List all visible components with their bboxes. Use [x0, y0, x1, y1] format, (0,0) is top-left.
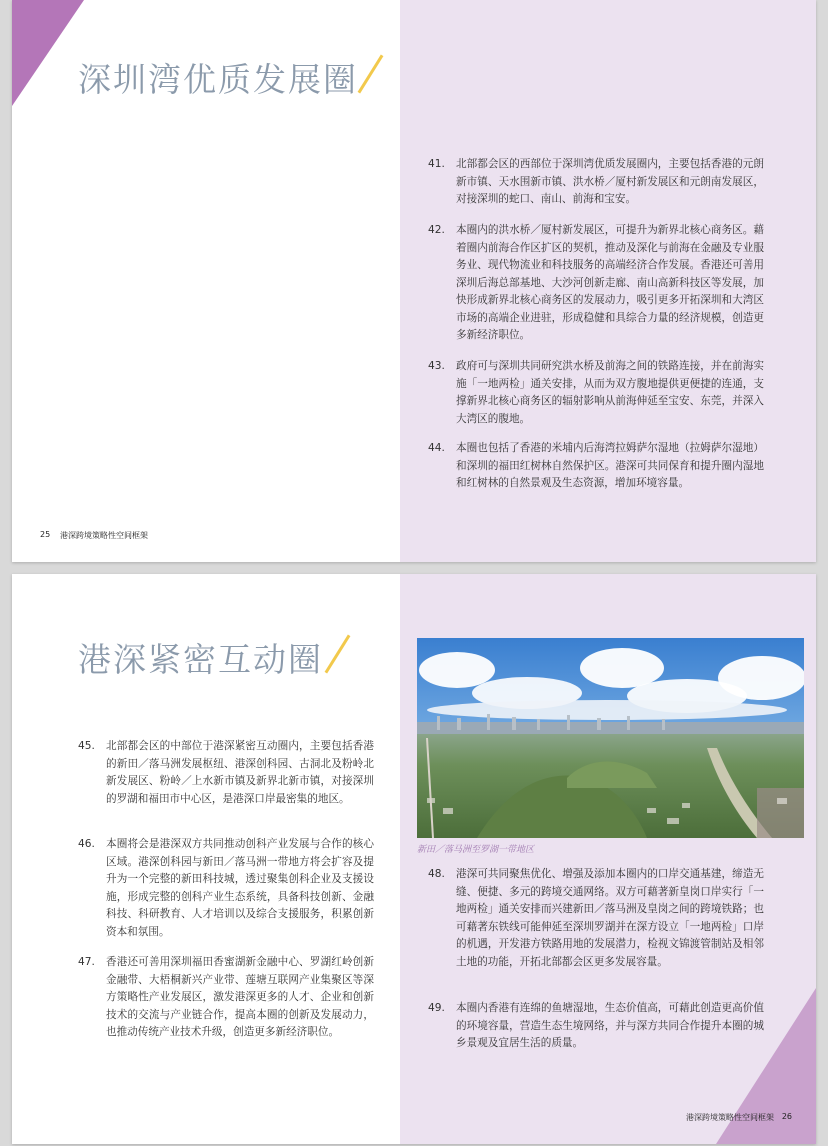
aerial-landscape-image [417, 638, 804, 838]
paragraph-number: 49. [428, 1002, 445, 1014]
spread-pages-bottom [12, 574, 816, 1144]
paragraph-number: 44. [428, 442, 445, 454]
paragraph-41 [428, 156, 764, 210]
section-title: 深圳湾优质发展圈 [78, 60, 358, 99]
paragraph-46 [78, 836, 374, 942]
page-26-right [400, 574, 816, 1144]
paragraph-number: 42. [428, 224, 445, 236]
paragraph-text: 港深可共同聚焦优化、增强及添加本圈内的口岸交通基建，缔造无缝、便捷、多元的跨境交通网络。双方可藉著新皇岗口岸实行「一地两检」通关安排而兴建新田／落马洲及皇岗之间的跨境铁路；也可藉著东铁线可能伸延至深圳罗湖并在深方设立「一地两检」口岸的机遇，开发港方铁路用地的发展潜力，检视文锦渡管制站及相邻土地的功能，开拓北部都会区更多发展容量。 [456, 868, 764, 968]
page-25-left [12, 0, 400, 562]
paragraph-number: 46. [78, 838, 95, 850]
paragraph-number: 47. [78, 956, 95, 968]
paragraph-text: 本圈内香港有连绵的鱼塘湿地，生态价值高，可藉此创造更高价值的环境容量，营造生态生境网络，并与深方共同合作提升本圈的城乡景观及宜居生活的质量。 [456, 1002, 764, 1049]
paragraph-44 [428, 440, 764, 512]
paragraph-text: 北部都会区的西部位于深圳湾优质发展圈内，主要包括香港的元朗新市镇、天水围新市镇、洪水桥／厦村新发展区和元朗南发展区，对接深圳的蛇口、南山、前海和宝安。 [456, 158, 764, 205]
paragraph-number: 45. [78, 740, 95, 752]
paragraph-text: 本圈也包括了香港的米埔内后海湾拉姆萨尔湿地（拉姆萨尔湿地）和深圳的福田红树林自然保护区。港深可共同保育和提升圈内湿地和红树林的自然景观及生态资源，增加环境容量。 [456, 442, 764, 489]
paragraph-number: 48. [428, 868, 445, 880]
paragraph-text: 本圈内的洪水桥／厦村新发展区，可提升为新界北核心商务区。藉着圈内前海合作区扩区的契机，推动及深化与前海在金融及专业服务业、现代物流业和科技服务的高端经济合作发展。香港还可善用深圳后海总部基地、大沙河创新走廊、南山高新科技区等发展，加快形成新界北核心商务区的发展动力，吸引更多开拓深圳和大湾区市场的高端企业进驻，形成稳健和具综合力量的经济规模，创造更多新经济职位。 [456, 224, 764, 341]
paragraph-48 [428, 866, 764, 990]
corner-triangle-decoration [12, 0, 84, 106]
footer-publication-title: 港深跨境策略性空间框架 [60, 531, 148, 540]
section-title: 港深紧密互动圈 [78, 640, 323, 679]
paragraph-text: 政府可与深圳共同研究洪水桥及前海之间的铁路连接，并在前海实施「一地两检」通关安排，从而为双方腹地提供更便捷的连通，支撑新界北核心商务区的辐射影响从前海伸延至宝安、东莞，并深入大湾区的腹地。 [456, 360, 764, 425]
footer-publication-title: 港深跨境策略性空间框架 [686, 1113, 774, 1122]
paragraph-49 [428, 1000, 764, 1054]
spread-pages-25-26-top [12, 0, 816, 562]
paragraph-number: 43. [428, 360, 445, 372]
paragraph-42 [428, 222, 764, 346]
paragraph-text: 香港还可善用深圳福田香蜜湖新金融中心、罗湖红岭创新金融带、大梧桐新兴产业带、莲塘互联网产业集聚区等深方策略性产业发展区，激发港深更多的人才、企业和创新技术的交流与产业链合作，提高本圈的创新及发展动力，也推动传统产业技术升级，创造更多新经济职位。 [106, 956, 374, 1038]
paragraph-text: 北部都会区的中部位于港深紧密互动圈内，主要包括香港的新田／落马洲发展枢纽、港深创科园、古洞北及粉岭北新发展区、粉岭／上水新市镇及新界北新市镇，对接深圳的罗湖和福田市中心区，是港深口岸最密集的地区。 [106, 740, 374, 805]
paragraph-number: 41. [428, 158, 445, 170]
photo-caption: 新田／落马洲至罗湖一带地区 [417, 845, 535, 855]
page-number: 25 [40, 530, 51, 539]
page-number: 26 [781, 1112, 792, 1121]
paragraph-47 [78, 954, 374, 1060]
paragraph-43 [428, 358, 764, 430]
title-slash-decoration [325, 635, 351, 674]
paragraph-text: 本圈将会是港深双方共同推动创科产业发展与合作的核心区域。港深创科园与新田／落马洲一带地方将会扩容及提升为一个完整的新田科技城，透过聚集创科企业及支援设施，形成完整的创科产业生态系统，具备科技创新、金融科技、科研教育、人才培训以及综合支援服务，积累创新资本和氛围。 [106, 838, 374, 938]
title-slash-decoration [358, 55, 384, 94]
aerial-photo [417, 638, 804, 838]
paragraph-45 [78, 738, 374, 826]
page-left [12, 574, 400, 1144]
page-25-right [400, 0, 816, 562]
